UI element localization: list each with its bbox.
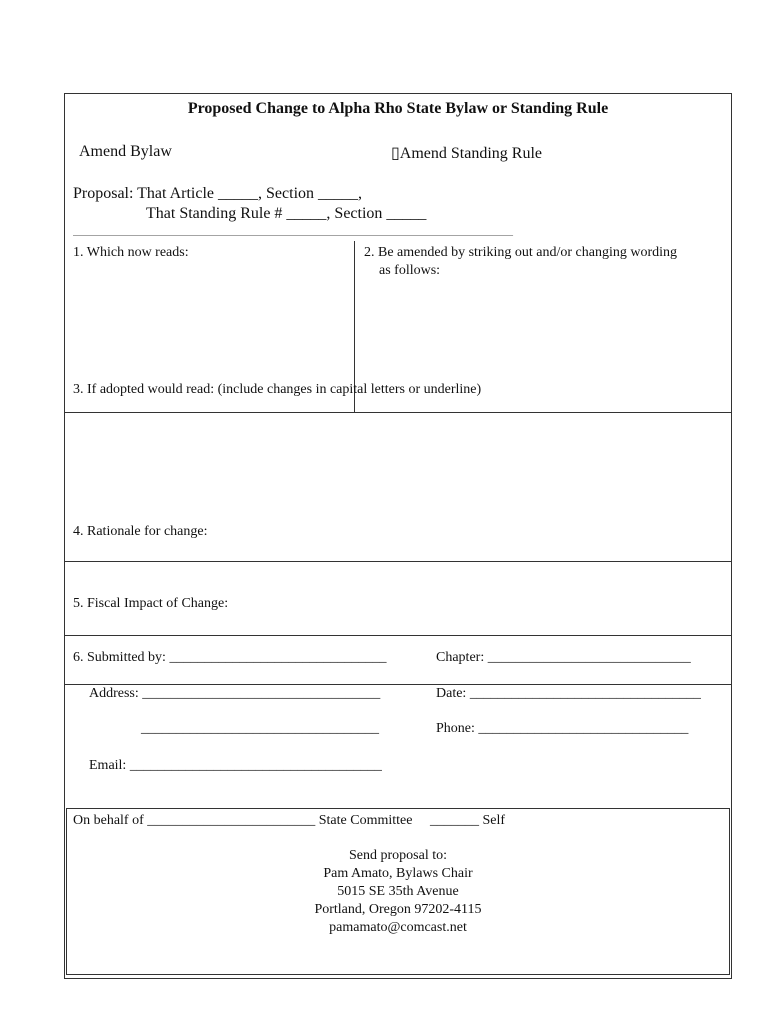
chapter-field[interactable]: Chapter: _____________________________ xyxy=(436,650,691,665)
question-1-label: 1. Which now reads: xyxy=(73,245,189,260)
form-title: Proposed Change to Alpha Rho State Bylaw or Standing Rule xyxy=(187,100,609,117)
contact-street: 5015 SE 35th Avenue xyxy=(337,884,459,899)
question-2-label-line1: 2. Be amended by striking out and/or changing wording xyxy=(364,245,677,260)
amend-bylaw-option[interactable]: Amend Bylaw xyxy=(79,143,172,160)
question-2-label-line2: as follows: xyxy=(379,263,441,278)
date-field[interactable]: Date: _________________________________ xyxy=(436,686,701,701)
divider-after-q4 xyxy=(64,561,732,562)
amend-standing-rule-option[interactable]: ▯Amend Standing Rule xyxy=(391,145,543,162)
question-4-label: 4. Rationale for change: xyxy=(73,524,208,539)
question-3-label: 3. If adopted would read: (include changes in capital letters or underline) xyxy=(73,382,482,397)
address-line-2-field[interactable]: __________________________________ xyxy=(141,721,379,736)
phone-field[interactable]: Phone: ______________________________ xyxy=(436,721,689,736)
submitted-by-field[interactable]: 6. Submitted by: _______________________________ xyxy=(73,650,387,665)
divider-after-q5 xyxy=(64,635,732,636)
on-behalf-field[interactable]: On behalf of ________________________ State Committee _______ Self xyxy=(73,813,506,828)
address-field[interactable]: Address: __________________________________ xyxy=(89,686,381,701)
proposal-line-1: Proposal: That Article _____, Section _____, xyxy=(73,185,363,202)
question-5-label: 5. Fiscal Impact of Change: xyxy=(73,596,229,611)
email-field[interactable]: Email: ____________________________________ xyxy=(89,758,382,773)
send-to-label: Send proposal to: xyxy=(349,848,447,863)
contact-name: Pam Amato, Bylaws Chair xyxy=(323,866,473,881)
divider-after-submitted xyxy=(64,684,732,685)
contact-city: Portland, Oregon 97202-4115 xyxy=(314,902,482,917)
divider-after-q3 xyxy=(64,412,732,413)
proposal-line-2: That Standing Rule # _____, Section _____ xyxy=(146,205,427,222)
divider-underscores: ________________________________________________________________________________________ xyxy=(73,226,513,237)
contact-email[interactable]: pamamato@comcast.net xyxy=(329,920,467,935)
